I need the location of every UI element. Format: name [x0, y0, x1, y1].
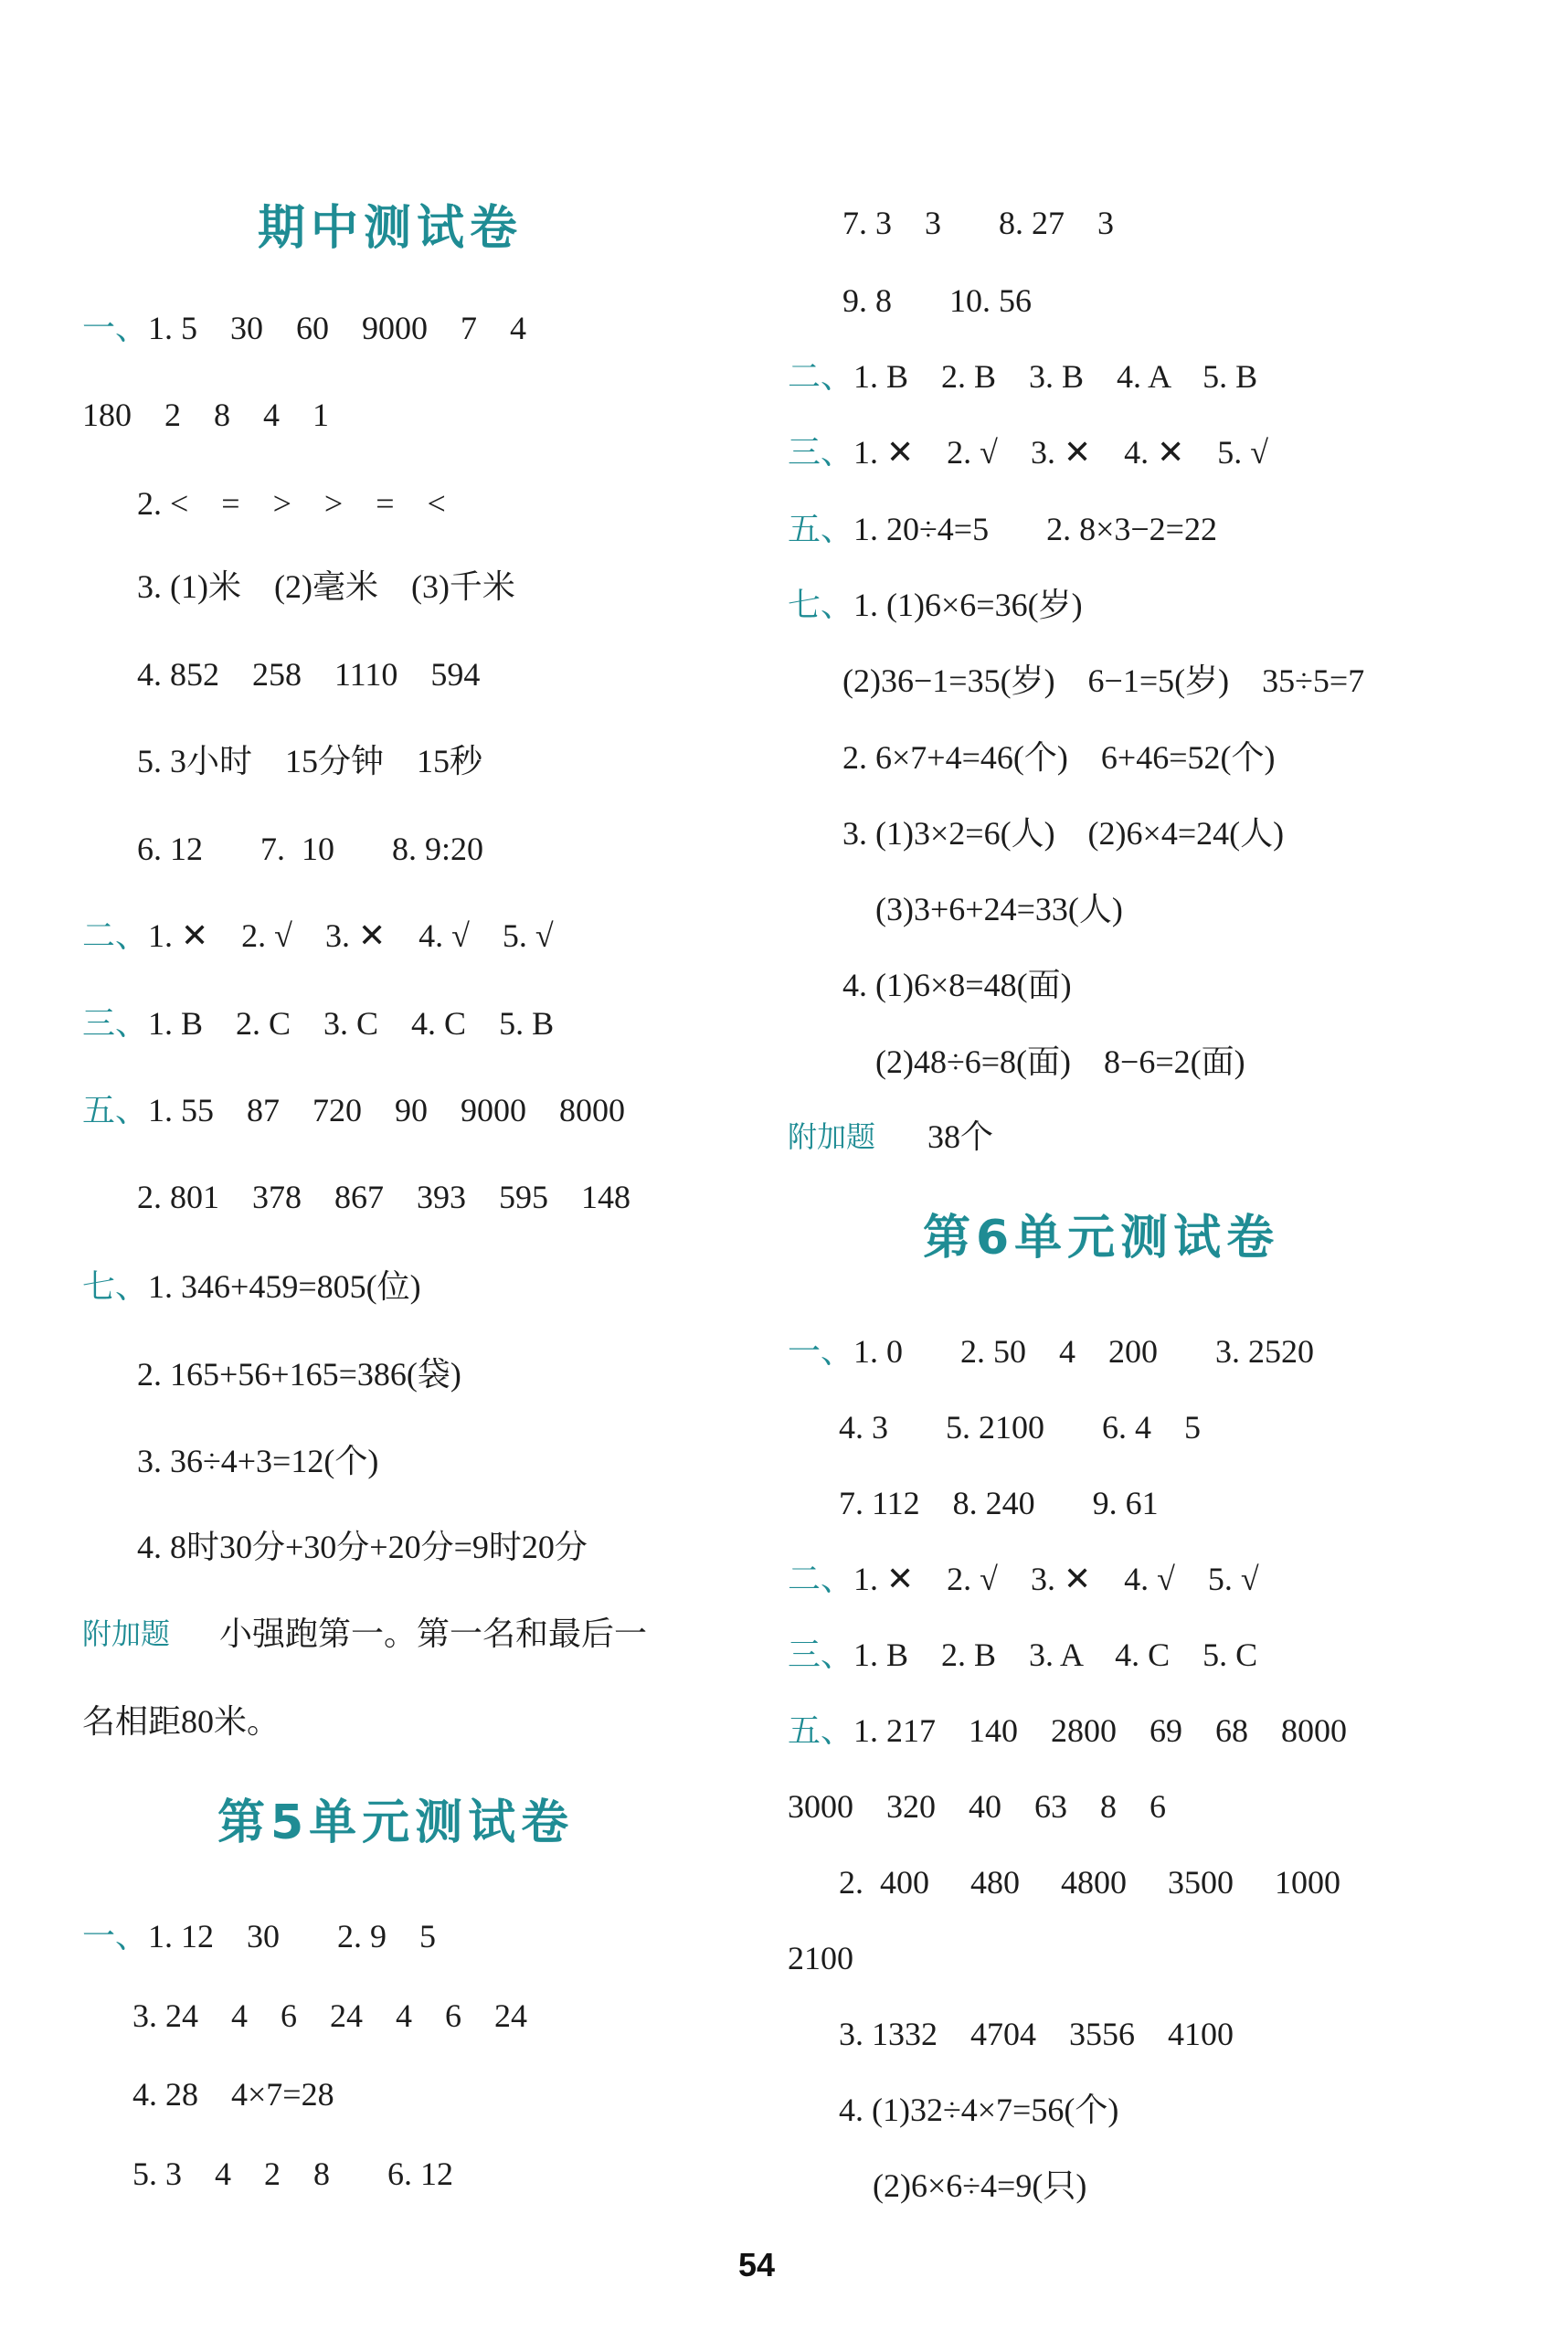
answer-line: 小强跑第一。第一名和最后一 — [219, 1615, 648, 1652]
bonus-label: 附加题 — [82, 1616, 171, 1651]
answer-line: 3000 320 40 63 8 6 — [788, 1788, 1166, 1825]
answer-line: 五、1. 217 140 2800 69 68 8000 — [788, 1712, 1348, 1749]
answer-line: 三、1. B 2. C 3. C 4. C 5. B — [82, 1005, 555, 1042]
answer-line: 4. (1)32÷4×7=56(个) — [839, 2092, 1119, 2128]
answer-line: 三、1. B 2. B 3. A 4. C 5. C — [788, 1637, 1258, 1673]
answer-line: 一、1. 0 2. 50 4 200 3. 2520 — [788, 1333, 1315, 1370]
section-title-unit6: 第6单元测试卷 — [923, 1211, 1280, 1266]
answer-line: 6. 12 7. 10 8. 9:20 — [137, 831, 484, 867]
answer-line: 4. 28 4×7=28 — [132, 2076, 334, 2113]
bonus-label: 附加题 — [788, 1119, 876, 1154]
answer-line: 一、1. 12 30 2. 9 5 — [82, 1918, 437, 1954]
answer-line: 七、1. (1)6×6=36(岁) — [788, 587, 1083, 623]
answer-line: 7. 112 8. 240 9. 61 — [839, 1485, 1159, 1521]
answer-line: 名相距80米。 — [82, 1703, 281, 1740]
answer-line: 180 2 8 4 1 — [82, 397, 329, 433]
answer-line: 一、1. 5 30 60 9000 7 4 — [82, 310, 527, 346]
section-title-unit5: 第5单元测试卷 — [217, 1795, 575, 1850]
answer-line: 5. 3小时 15分钟 15秒 — [137, 743, 483, 779]
answer-line: 2100 — [788, 1940, 853, 1976]
answer-line: (2)36−1=35(岁) 6−1=5(岁) 35÷5=7 — [842, 662, 1365, 699]
answer-line: 38个 — [927, 1118, 994, 1155]
answer-line: 3. 1332 4704 3556 4100 — [839, 2016, 1234, 2052]
answer-line: 4. 8时30分+30分+20分=9时20分 — [137, 1529, 588, 1565]
answer-line: 二、1. ✕ 2. √ 3. ✕ 4. √ 5. √ — [82, 917, 554, 954]
answer-line: 5. 3 4 2 8 6. 12 — [132, 2156, 453, 2192]
answer-line: 2. 400 480 4800 3500 1000 — [839, 1864, 1340, 1901]
answer-line: (2)48÷6=8(面) 8−6=2(面) — [875, 1043, 1245, 1080]
section-title-midterm: 期中测试卷 — [258, 201, 524, 256]
answer-line: (2)6×6÷4=9(只) — [873, 2167, 1087, 2204]
answer-line: 3. (1)米 (2)毫米 (3)千米 — [137, 568, 515, 605]
answer-line: 七、1. 346+459=805(位) — [82, 1268, 421, 1305]
answer-line: 3. 36÷4+3=12(个) — [137, 1443, 379, 1479]
answer-line: 7. 3 3 8. 27 3 — [842, 205, 1114, 241]
answer-line: 2. 6×7+4=46(个) 6+46=52(个) — [842, 739, 1276, 776]
answer-line: (3)3+6+24=33(人) — [875, 891, 1123, 927]
page-number: 54 — [738, 2246, 776, 2283]
answer-line: 4. 852 258 1110 594 — [137, 656, 481, 693]
answer-line: 2. 801 378 867 393 595 148 — [137, 1179, 630, 1215]
answer-line: 4. (1)6×8=48(面) — [842, 967, 1072, 1003]
answer-line: 二、1. B 2. B 3. B 4. A 5. B — [788, 358, 1258, 395]
answer-line: 2. < = > > = < — [137, 485, 446, 522]
answer-line: 3. 24 4 6 24 4 6 24 — [132, 1997, 527, 2034]
answer-line: 3. (1)3×2=6(人) (2)6×4=24(人) — [842, 815, 1285, 852]
answer-line: 五、1. 55 87 720 90 9000 8000 — [82, 1092, 626, 1128]
answer-line: 三、1. ✕ 2. √ 3. ✕ 4. ✕ 5. √ — [788, 434, 1269, 471]
answer-line: 9. 8 10. 56 — [842, 282, 1032, 319]
answer-line: 2. 165+56+165=386(袋) — [137, 1356, 461, 1393]
answer-line: 4. 3 5. 2100 6. 4 5 — [839, 1409, 1201, 1446]
answer-line: 五、1. 20÷4=5 2. 8×3−2=22 — [788, 511, 1217, 547]
answer-line: 二、1. ✕ 2. √ 3. ✕ 4. √ 5. √ — [788, 1561, 1259, 1597]
